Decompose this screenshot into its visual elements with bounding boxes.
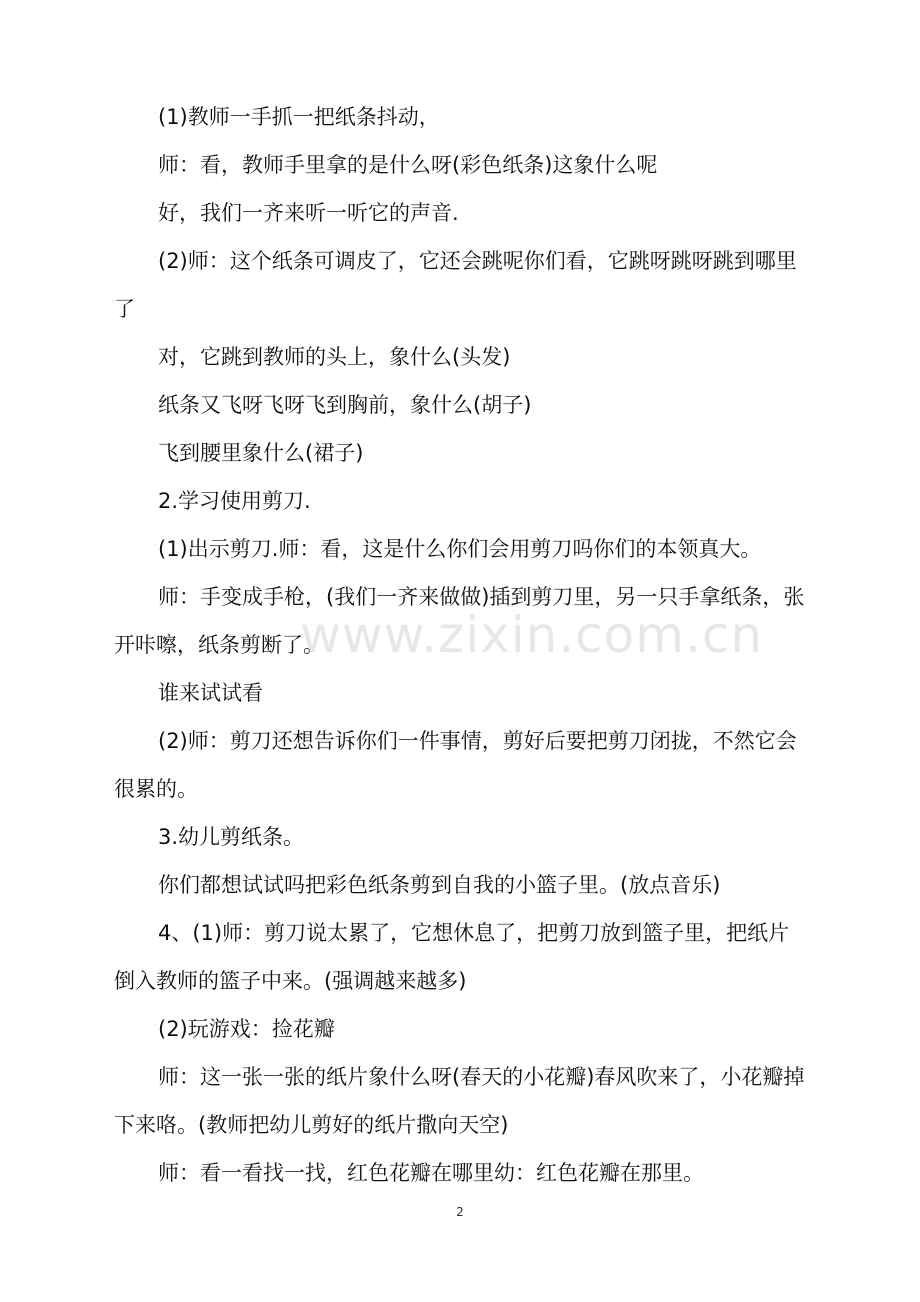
paragraph-1: (1)教师一手抓一把纸条抖动， xyxy=(158,105,440,129)
paragraph-6: 纸条又飞呀飞呀飞到胸前，象什么(胡子) xyxy=(158,393,532,417)
paragraph-13: 3.幼儿剪纸条。 xyxy=(158,825,305,849)
paragraph-8: 2.学习使用剪刀. xyxy=(158,489,311,513)
paragraph-4: (2)师：这个纸条可调皮了，它还会跳呢你们看，它跳呀跳呀跳到哪里了 xyxy=(114,249,797,321)
paragraph-3: 好，我们一齐来听一听它的声音. xyxy=(158,201,459,225)
paragraph-12: (2)师：剪刀还想告诉你们一件事情，剪好后要把剪刀闭拢，不然它会很累的。 xyxy=(114,729,797,801)
paragraph-15: 4、(1)师：剪刀说太累了，它想休息了，把剪刀放到篮子里，把纸片倒入教师的篮子中来。(强调越来越多) xyxy=(114,921,790,993)
paragraph-5: 对，它跳到教师的头上，象什么(头发) xyxy=(158,345,511,369)
paragraph-16: (2)玩游戏：捡花瓣 xyxy=(158,1017,335,1041)
paragraph-9: (1)出示剪刀.师：看，这是什么你们会用剪刀吗你们的本领真大。 xyxy=(158,537,762,561)
paragraph-17: 师：这一张一张的纸片象什么呀(春天的小花瓣)春风吹来了，小花瓣掉下来咯。(教师把幼儿剪好的纸片撒向天空) xyxy=(114,1065,805,1137)
paragraph-11: 谁来试试看 xyxy=(158,681,263,705)
paragraph-18: 师：看一看找一找，红色花瓣在哪里幼：红色花瓣在那里。 xyxy=(158,1161,704,1185)
watermark: www.zixin.com.cn xyxy=(300,606,764,664)
page-number: 2 xyxy=(456,1205,464,1219)
paragraph-10: 师：手变成手枪，(我们一齐来做做)插到剪刀里，另一只手拿纸条，张开咔嚓，纸条剪断了。 xyxy=(114,585,805,657)
paragraph-14: 你们都想试试吗把彩色纸条剪到自我的小篮子里。(放点音乐) xyxy=(158,873,721,897)
paragraph-7: 飞到腰里象什么(裙子) xyxy=(158,441,364,465)
paragraph-2: 师：看，教师手里拿的是什么呀(彩色纸条)这象什么呢 xyxy=(158,153,658,177)
